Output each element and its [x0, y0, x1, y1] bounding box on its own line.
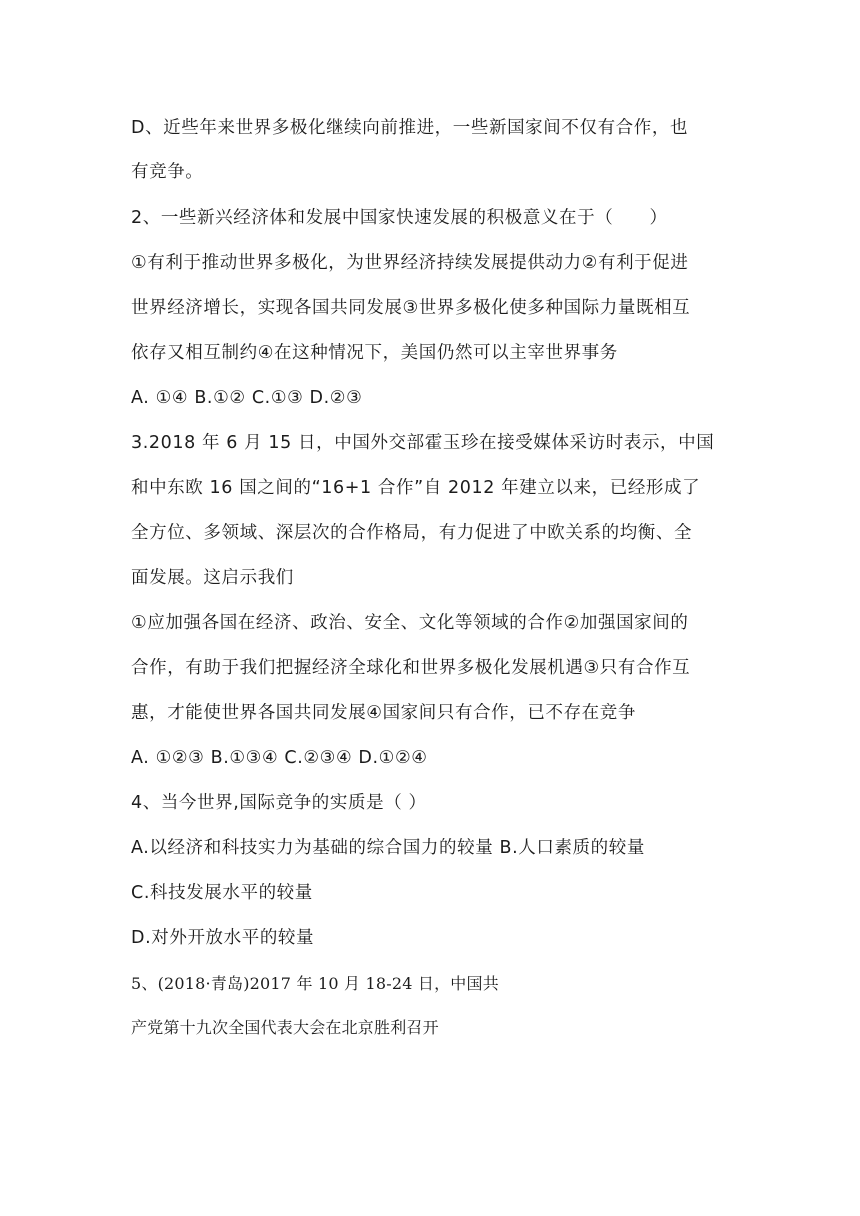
text-line-5: 世界经济增长，实现各国共同发展③世界多极化使多种国际力量既相互 — [131, 298, 691, 318]
question-4-option-ab: A.以经济和科技实力为基础的综合国力的较量 B.人口素质的较量 — [131, 838, 645, 858]
text-line-13: 合作，有助于我们把握经济全球化和世界多极化发展机遇③只有合作互 — [131, 658, 691, 678]
text-line-12: ①应加强各国在经济、政治、安全、文化等领域的合作②加强国家间的 — [131, 613, 689, 633]
text-line-4: ①有利于推动世界多极化，为世界经济持续发展提供动力②有利于促进 — [131, 253, 689, 273]
text-line-10: 全方位、多领域、深层次的合作格局，有力促进了中欧关系的均衡、全 — [131, 523, 693, 543]
question-2-options: A. ①④ B.①② C.①③ D.②③ — [131, 388, 363, 408]
text-line-9: 和中东欧 16 国之间的“16+1 合作”自 2012 年建立以来，已经形成了 — [131, 478, 701, 498]
question-5-stem: 5、(2018·青岛)2017 年 10 月 18-24 日，中国共 — [131, 974, 499, 993]
text-line-11: 面发展。这启示我们 — [131, 568, 294, 588]
question-4-stem: 4、当今世界,国际竞争的实质是（ ） — [131, 793, 427, 813]
text-line-21: 产党第十九次全国代表大会在北京胜利召开 — [131, 1018, 439, 1037]
text-line-1: D、近些年来世界多极化继续向前推进，一些新国家间不仅有合作，也 — [131, 118, 689, 138]
question-3-options: A. ①②③ B.①③④ C.②③④ D.①②④ — [131, 748, 428, 768]
question-4-option-d: D.对外开放水平的较量 — [131, 928, 315, 948]
question-3-stem: 3.2018 年 6 月 15 日，中国外交部霍玉珍在接受媒体采访时表示，中国 — [131, 433, 715, 453]
question-2-stem: 2、一些新兴经济体和发展中国家快速发展的积极意义在于（ ） — [131, 208, 668, 228]
text-line-2: 有竞争。 — [131, 162, 204, 182]
text-line-14: 惠，才能使世界各国共同发展④国家间只有合作，已不存在竞争 — [131, 703, 636, 723]
question-4-option-c: C.科技发展水平的较量 — [131, 883, 313, 903]
text-line-6: 依存又相互制约④在这种情况下，美国仍然可以主宰世界事务 — [131, 343, 618, 363]
